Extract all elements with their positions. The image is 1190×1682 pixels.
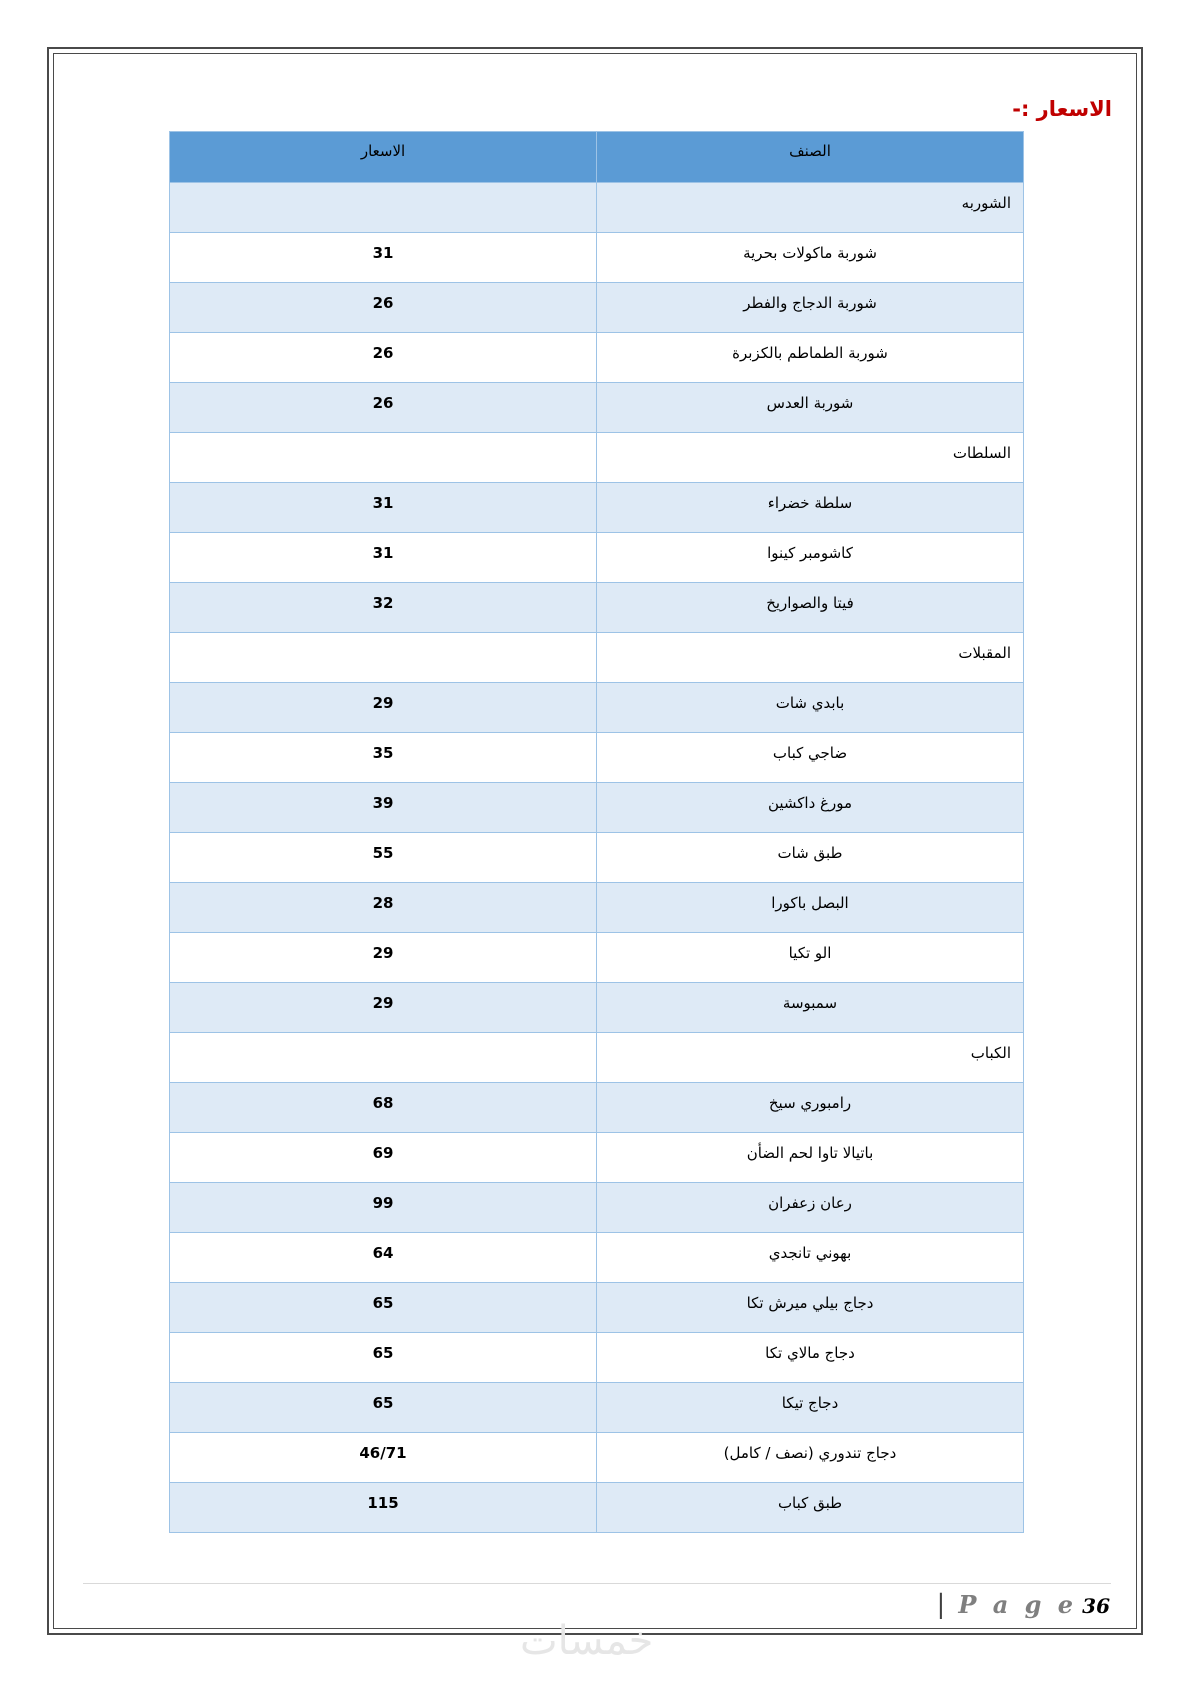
table-row — [170, 933, 1024, 983]
item-name: شوربة الدجاج والفطر — [597, 283, 1024, 333]
table-row — [170, 533, 1024, 583]
item-name: طبق كباب — [597, 1483, 1024, 1533]
item-price: 35 — [170, 733, 597, 783]
header-price: الاسعار — [170, 132, 597, 183]
item-name: بهوني تانجدي — [597, 1233, 1024, 1283]
item-name: مورغ داكشين — [597, 783, 1024, 833]
item-name: البصل باكورا — [597, 883, 1024, 933]
item-price: 29 — [170, 983, 597, 1033]
page-footer — [936, 1590, 1110, 1620]
footer-divider — [83, 1583, 1111, 1584]
item-price: 64 — [170, 1233, 597, 1283]
item-price: 31 — [170, 533, 597, 583]
item-price — [170, 433, 597, 483]
item-name: شوربة ماكولات بحرية — [597, 233, 1024, 283]
item-price — [170, 183, 597, 233]
item-name: شوربة الطماطم بالكزبرة — [597, 333, 1024, 383]
category-name: الكباب — [597, 1033, 1024, 1083]
item-name: رامبوري سيخ — [597, 1083, 1024, 1133]
table-row — [170, 383, 1024, 433]
table-row — [170, 1283, 1024, 1333]
item-name: رعان زعفران — [597, 1183, 1024, 1233]
table-row — [170, 833, 1024, 883]
table-row — [170, 583, 1024, 633]
table-body — [170, 183, 1024, 1533]
table-row — [170, 1133, 1024, 1183]
item-price: 65 — [170, 1383, 597, 1433]
item-price: 39 — [170, 783, 597, 833]
item-name: سمبوسة — [597, 983, 1024, 1033]
price-table — [169, 131, 1024, 1533]
item-name: بابدي شات — [597, 683, 1024, 733]
item-name: طبق شات — [597, 833, 1024, 883]
category-row — [170, 1033, 1024, 1083]
item-name: سلطة خضراء — [597, 483, 1024, 533]
item-name: دجاج مالاي تكا — [597, 1333, 1024, 1383]
item-price: 69 — [170, 1133, 597, 1183]
page-label: P a g e — [958, 1590, 1078, 1619]
table-row — [170, 1483, 1024, 1533]
page-number: 36 — [1082, 1594, 1110, 1618]
category-row — [170, 433, 1024, 483]
table-row — [170, 1083, 1024, 1133]
item-name: فيتا والصواريخ — [597, 583, 1024, 633]
item-price: 46/71 — [170, 1433, 597, 1483]
table-row — [170, 683, 1024, 733]
item-price: 55 — [170, 833, 597, 883]
item-price: 26 — [170, 283, 597, 333]
table-row — [170, 733, 1024, 783]
watermark-logo: خمسات — [520, 1618, 654, 1664]
item-name: دجاج بيلي ميرش تكا — [597, 1283, 1024, 1333]
item-name: شوربة العدس — [597, 383, 1024, 433]
item-name: ضاجي كباب — [597, 733, 1024, 783]
item-price: 99 — [170, 1183, 597, 1233]
table-row — [170, 1183, 1024, 1233]
table-row — [170, 283, 1024, 333]
table-row — [170, 783, 1024, 833]
item-price: 65 — [170, 1283, 597, 1333]
item-price: 115 — [170, 1483, 597, 1533]
category-name: المقبلات — [597, 633, 1024, 683]
item-name: دجاج تيكا — [597, 1383, 1024, 1433]
item-price — [170, 633, 597, 683]
item-price: 65 — [170, 1333, 597, 1383]
item-price: 68 — [170, 1083, 597, 1133]
section-title: الاسعار :- — [1012, 97, 1112, 121]
item-price: 26 — [170, 383, 597, 433]
table-row — [170, 983, 1024, 1033]
table-row — [170, 1383, 1024, 1433]
table-row — [170, 233, 1024, 283]
category-name: الشوربه — [597, 183, 1024, 233]
item-price: 29 — [170, 683, 597, 733]
item-price: 32 — [170, 583, 597, 633]
item-price: 28 — [170, 883, 597, 933]
footer-separator: | — [936, 1590, 946, 1620]
item-name: الو تكيا — [597, 933, 1024, 983]
item-price: 29 — [170, 933, 597, 983]
item-name: باتيالا تاوا لحم الضأن — [597, 1133, 1024, 1183]
table-row — [170, 333, 1024, 383]
category-row — [170, 633, 1024, 683]
item-name: دجاج تندوري (نصف / كامل) — [597, 1433, 1024, 1483]
category-row — [170, 183, 1024, 233]
table-row — [170, 883, 1024, 933]
item-price — [170, 1033, 597, 1083]
table-row — [170, 483, 1024, 533]
table-row — [170, 1333, 1024, 1383]
table-row — [170, 1433, 1024, 1483]
table-header-row — [170, 132, 1024, 183]
item-name: كاشومبر كينوا — [597, 533, 1024, 583]
item-price: 31 — [170, 233, 597, 283]
item-price: 26 — [170, 333, 597, 383]
item-price: 31 — [170, 483, 597, 533]
table-row — [170, 1233, 1024, 1283]
header-item: الصنف — [597, 132, 1024, 183]
category-name: السلطات — [597, 433, 1024, 483]
